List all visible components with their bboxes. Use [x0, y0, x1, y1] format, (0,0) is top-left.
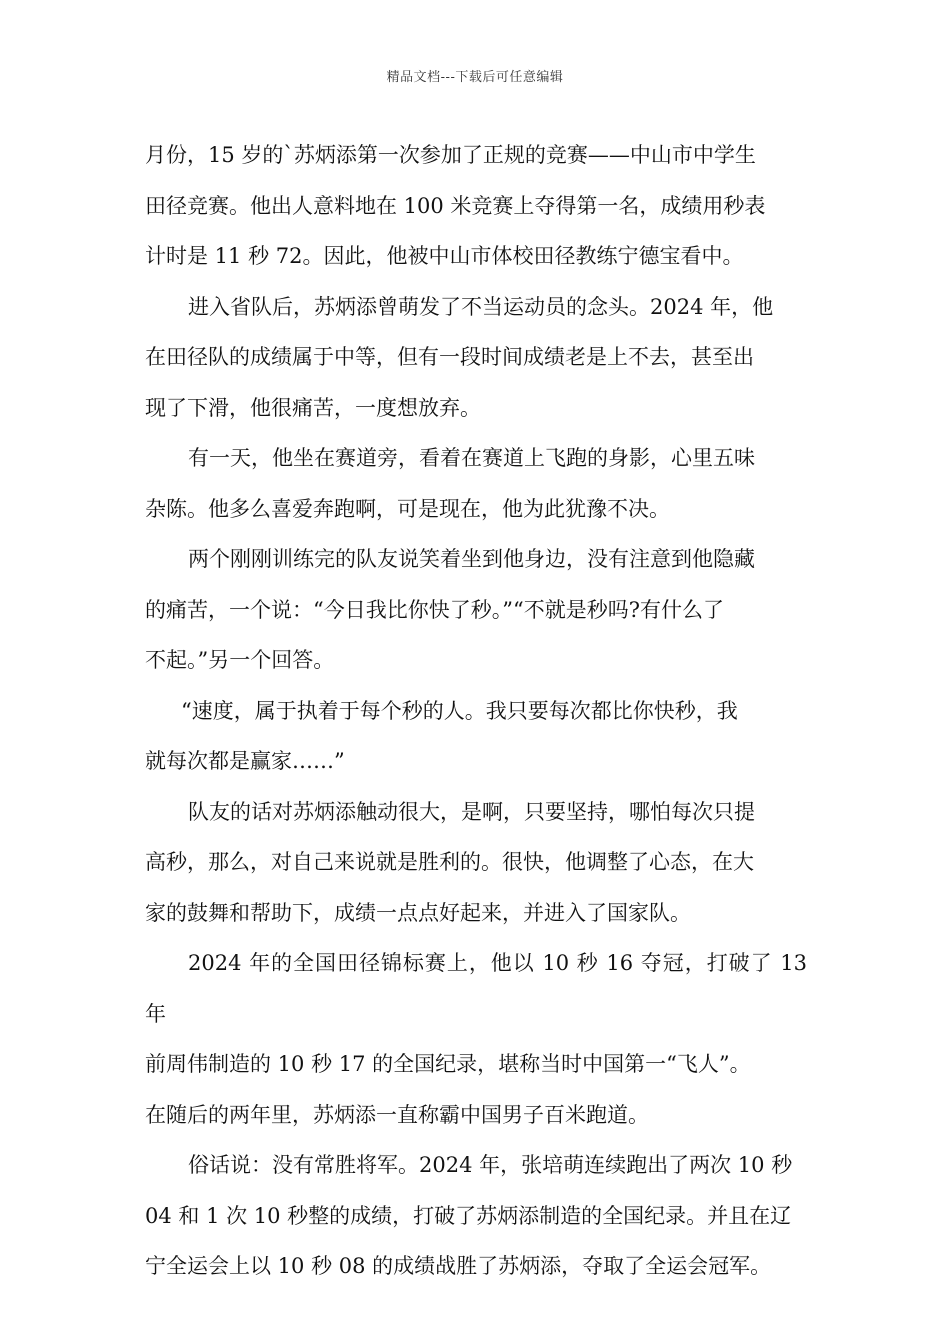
- paragraph-4: [145, 534, 807, 686]
- line: 的痛苦，一个说：“今日我比你快了秒。”“不就是秒吗?有什么了: [145, 597, 724, 622]
- line: 田径竞赛。他出人意料地在 100 米竞赛上夺得第一名，成绩用秒表: [145, 193, 766, 218]
- line: “速度，属于执着于每个秒的人。我只要每次都比你快秒，我: [181, 698, 738, 723]
- paragraph-5: [145, 686, 807, 787]
- line: 家的鼓舞和帮助下，成绩一点点好起来，并进入了国家队。: [145, 900, 691, 925]
- line: 就每次都是赢家……”: [145, 749, 345, 773]
- line: 现了下滑，他很痛苦，一度想放弃。: [145, 395, 481, 420]
- line: 俗话说：没有常胜将军。2024 年，张培萌连续跑出了两次 10 秒: [188, 1153, 793, 1177]
- line: 不起。”另一个回答。: [145, 648, 335, 672]
- line: 高秒，那么，对自己来说就是胜利的。很快，他调整了心态，在大: [145, 850, 754, 874]
- line: 在田径队的成绩属于中等，但有一段时间成绩老是上不去，甚至出: [145, 345, 754, 369]
- line: 04 和 1 次 10 秒整的成绩，打破了苏炳添制造的全国纪录。并且在辽: [145, 1203, 792, 1228]
- page-header: 精品文档---下载后可任意编辑: [386, 70, 564, 85]
- document-body: [145, 130, 807, 1292]
- paragraph-8: [145, 1140, 807, 1292]
- line: 前周伟制造的 10 秒 17 的全国纪录，堪称当时中国第一“飞人”。: [145, 1052, 751, 1076]
- line: 月份，15 岁的`苏炳添第一次参加了正规的竞赛——中山市中学生: [145, 143, 756, 167]
- line: 队友的话对苏炳添触动很大，是啊，只要坚持，哪怕每次只提: [188, 799, 755, 824]
- paragraph-1: [145, 130, 807, 282]
- line: 两个刚刚训练完的队友说笑着坐到他身边，没有注意到他隐藏: [188, 547, 755, 571]
- line: 有一天，他坐在赛道旁，看着在赛道上飞跑的身影，心里五味: [188, 446, 755, 470]
- line: 在随后的两年里，苏炳添一直称霸中国男子百米跑道。: [145, 1102, 649, 1127]
- paragraph-2: [145, 282, 807, 434]
- paragraph-7: [145, 938, 807, 1140]
- paragraph-6: [145, 787, 807, 939]
- line: 宁全运会上以 10 秒 08 的成绩战胜了苏炳添，夺取了全运会冠军。: [145, 1254, 772, 1278]
- line: 计时是 11 秒 72。因此，他被中山市体校田径教练宁德宝看中。: [145, 244, 744, 268]
- paragraph-3: [145, 433, 807, 534]
- line: 2024 年的全国田径锦标赛上，他以 10 秒 16 夺冠，打破了 13 年: [145, 951, 807, 1026]
- line: 杂陈。他多么喜爱奔跑啊，可是现在，他为此犹豫不决。: [145, 496, 670, 521]
- line: 进入省队后，苏炳添曾萌发了不当运动员的念头。2024 年，他: [188, 294, 774, 319]
